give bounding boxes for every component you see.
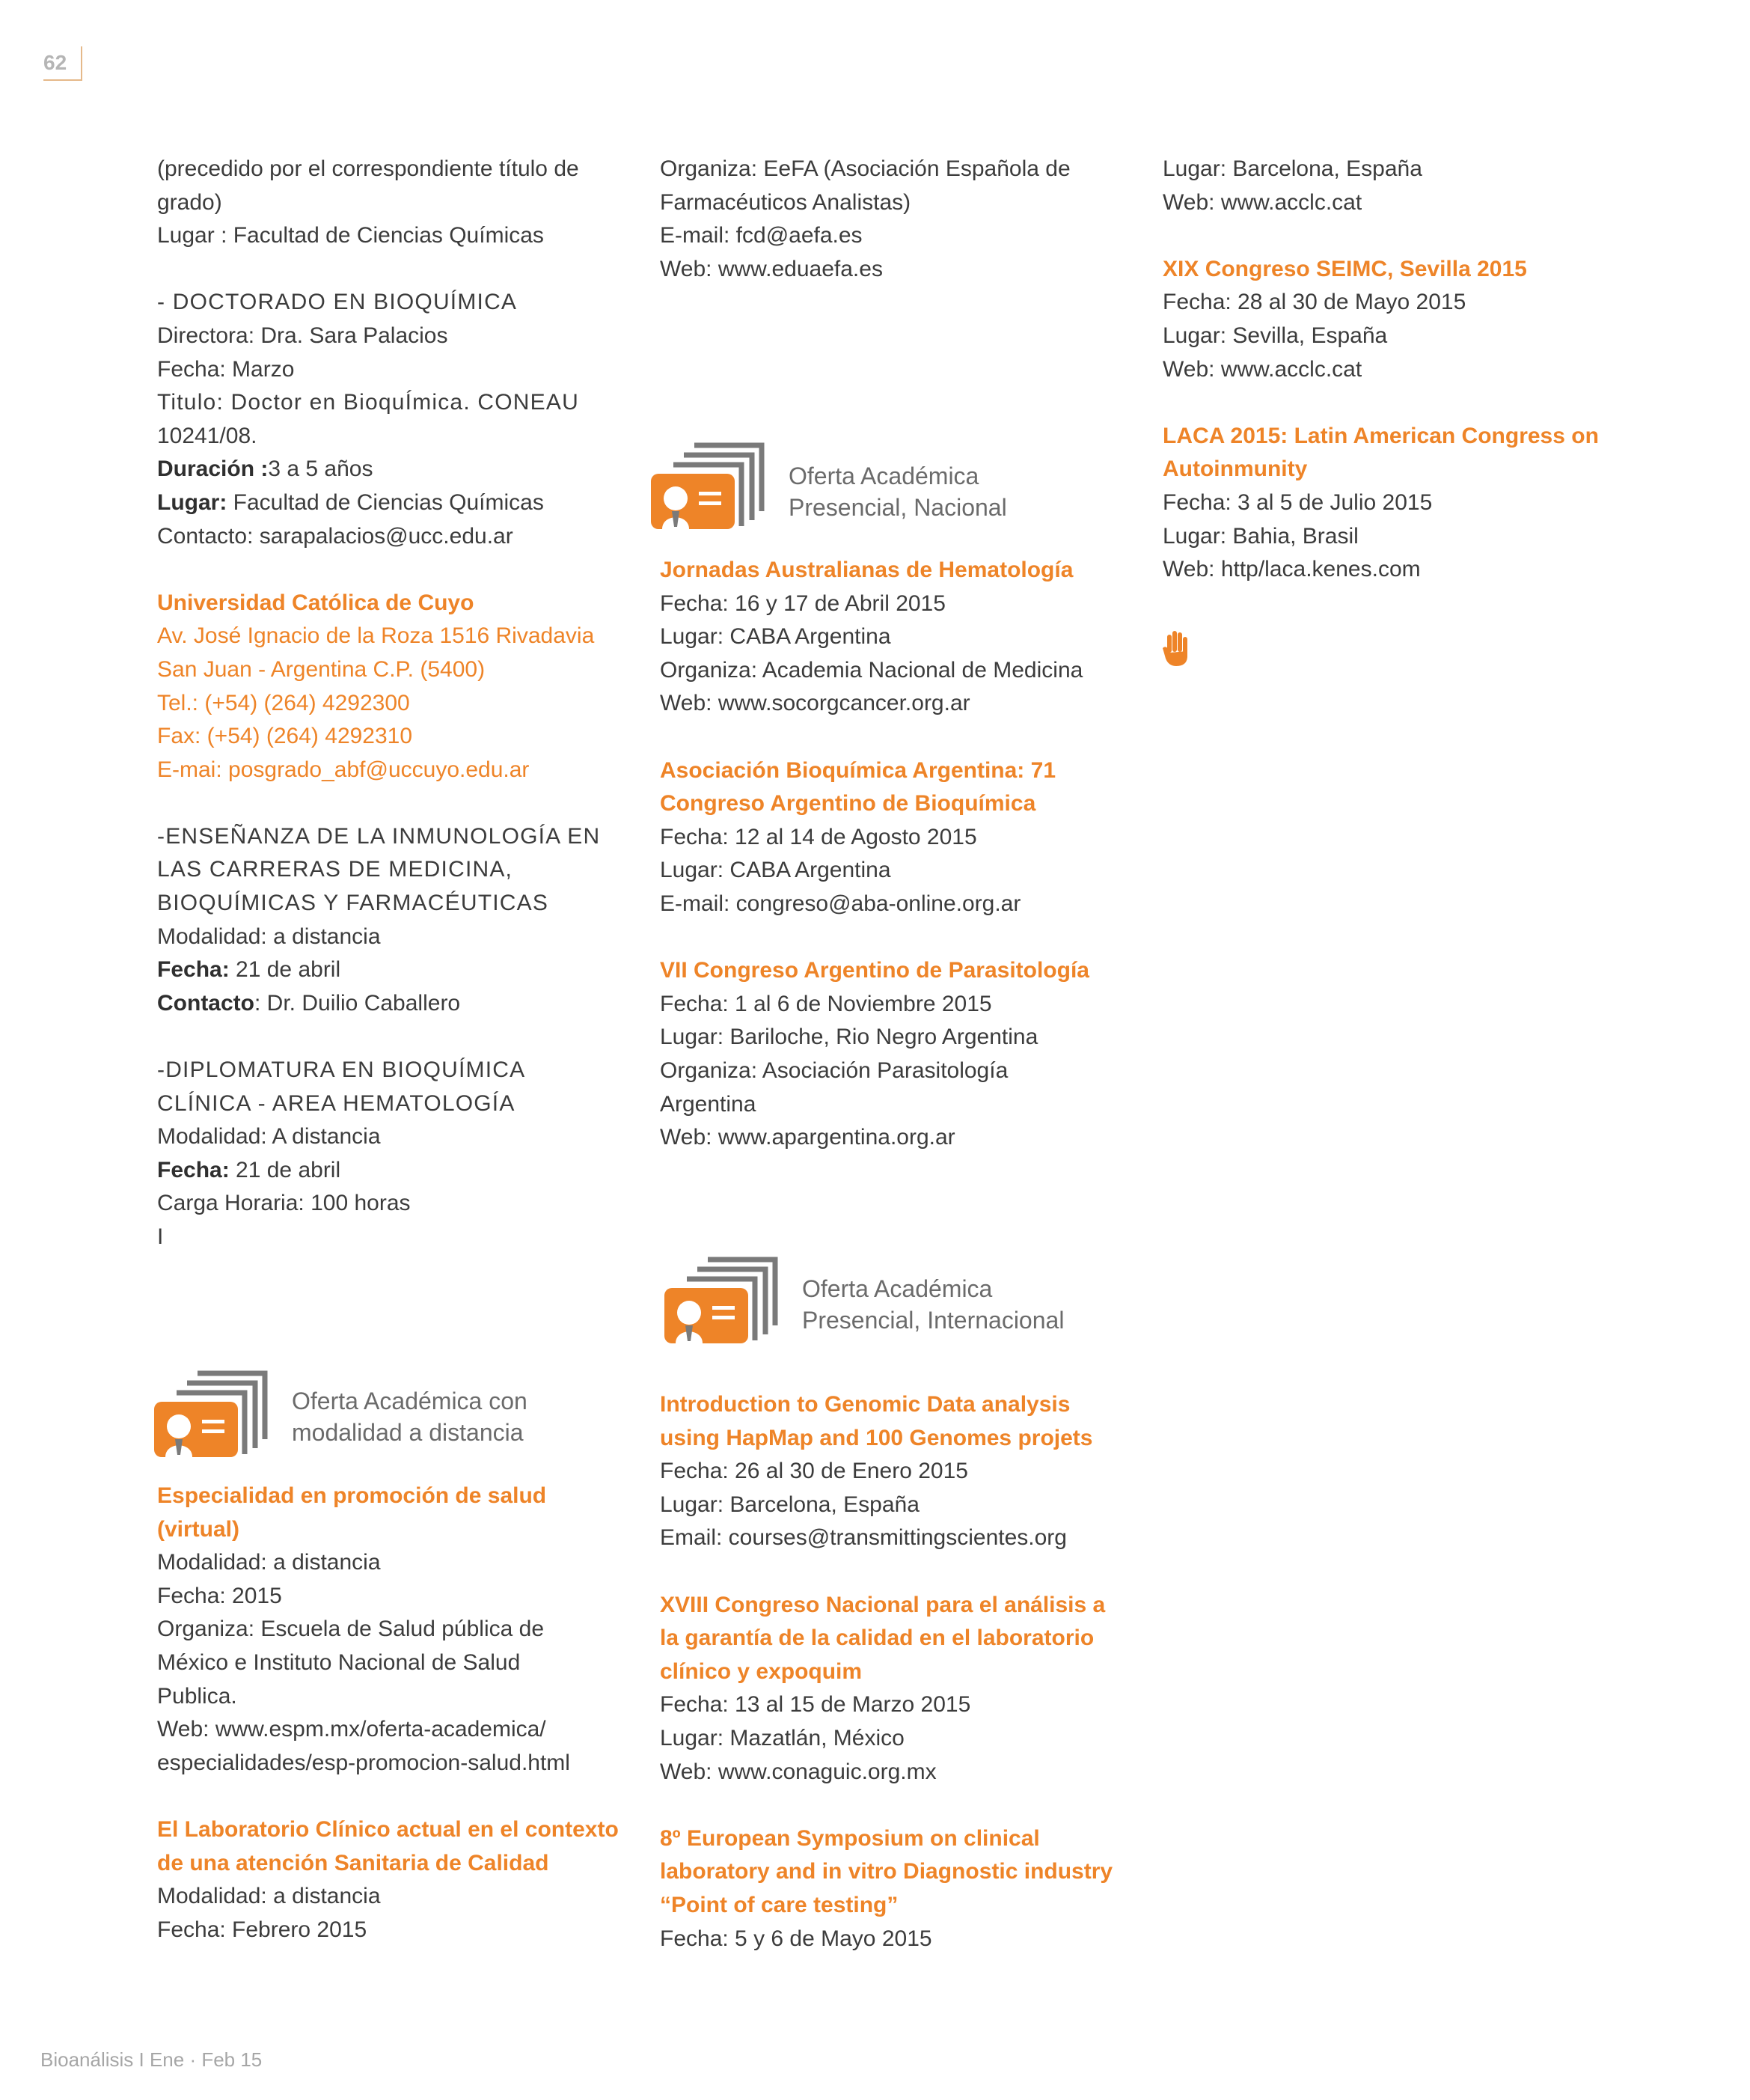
text-line: Email: courses@transmittingscientes.org (660, 1525, 1067, 1551)
university-phone: Tel.: (+54) (264) 4292300 (157, 690, 410, 715)
doctorado-title: - DOCTORADO EN BIOQUÍMICA (157, 290, 518, 315)
text-line: Lugar: Barcelona, España (660, 1492, 920, 1517)
text-line: grado) (157, 189, 222, 215)
text-line: Fecha: 13 al 15 de Marzo 2015 (660, 1692, 971, 1718)
text-line: Lugar: CABA Argentina (660, 624, 891, 650)
section-title-line1: Oferta Académica (802, 1275, 993, 1302)
text-line (157, 987, 636, 1021)
text-line: Web: www.socorgcancer.org.ar (660, 691, 970, 716)
text-line: Fecha: 12 al 14 de Agosto 2015 (660, 824, 977, 849)
course-title: BIOQUÍMICAS Y FARMACÉUTICAS (157, 891, 549, 916)
text-line: Organiza: Escuela de Salud pública de (157, 1617, 545, 1642)
text-line (157, 1154, 636, 1188)
text-line: Farmacéuticos Analistas) (660, 189, 911, 215)
event-title: (virtual) (157, 1516, 240, 1542)
page-number: 62 (43, 46, 82, 81)
section-title-line2: modalidad a distancia (292, 1419, 524, 1446)
event-title: Especialidad en promoción de salud (157, 1483, 547, 1508)
label: Fecha: (157, 957, 230, 983)
text-line: México e Instituto Nacional de Salud (157, 1649, 521, 1675)
text-line: Organiza: Asociación Parasitología (660, 1057, 1009, 1083)
text-line (157, 453, 636, 486)
event-title: Jornadas Australianas de Hematología (660, 558, 1074, 582)
section-header-nacional (649, 438, 1068, 535)
text-line: Web: www.conaguic.org.mx (660, 1759, 937, 1784)
event-title: clínico y expoquim (660, 1658, 863, 1684)
event-title: Autoinmunity (1163, 457, 1308, 482)
text-line: Web: www.eduaefa.es (660, 256, 883, 281)
text-line: Titulo: Doctor en BioquÍmica. CONEAU (157, 390, 579, 415)
text-line: especialidades/esp-promocion-salud.html (157, 1750, 570, 1775)
event-title: XIX Congreso SEIMC, Sevilla 2015 (1163, 256, 1527, 281)
course-title: CLÍNICA - AREA HEMATOLOGÍA (157, 1090, 515, 1116)
text-line: Web: www.apargentina.org.ar (660, 1125, 955, 1150)
value: Facultad de Ciencias Químicas (227, 489, 544, 515)
event-title: la garantía de la calidad en el laboratorio (660, 1626, 1095, 1651)
text-line: Fecha: 2015 (157, 1583, 282, 1608)
event-title: using HapMap and 100 Genomes projets (660, 1425, 1093, 1450)
course-title: LAS CARRERAS DE MEDICINA, (157, 857, 513, 882)
text-line (157, 953, 636, 987)
course-title: -DIPLOMATURA EN BIOQUÍMICA (157, 1057, 526, 1083)
section-title-line1: Oferta Académica con (292, 1388, 527, 1414)
text-line: Contacto: sarapalacios@ucc.edu.ar (157, 523, 513, 549)
text-line: Publica. (157, 1683, 237, 1709)
text-line: I (157, 1224, 164, 1249)
page-footer: Bioanálisis I Ene · Feb 15 (40, 2048, 263, 2071)
text-line: Directora: Dra. Sara Palacios (157, 323, 448, 348)
section-header-internacional (663, 1252, 1112, 1349)
section-title-line2: Presencial, Nacional (789, 494, 1007, 521)
value: : Dr. Duilio Caballero (254, 990, 461, 1016)
text-line: Modalidad: A distancia (157, 1124, 381, 1150)
text-line: Modalidad: a distancia (157, 924, 381, 949)
text-line: Fecha: 16 y 17 de Abril 2015 (660, 590, 946, 616)
university-address: Av. José Ignacio de la Roza 1516 Rivadavia (157, 623, 595, 649)
event-title: XVIII Congreso Nacional para el análisis a (660, 1592, 1106, 1617)
text-line: Web: www.acclc.cat (1163, 356, 1362, 382)
text-line: Argentina (660, 1091, 756, 1117)
text-line: Lugar : Facultad de Ciencias Químicas (157, 223, 544, 248)
column-2-nacional (660, 554, 1139, 1155)
people-presentation-icon (153, 1366, 272, 1463)
event-title: LACA 2015: Latin American Congress on (1163, 423, 1599, 448)
event-title: El Laboratorio Clínico actual en el contexto (157, 1816, 619, 1842)
text-line: Lugar: Bahia, Brasil (1163, 523, 1359, 549)
event-title: VII Congreso Argentino de Parasitología (660, 958, 1089, 983)
text-line: Web: www.espm.mx/oferta-academica/ (157, 1717, 546, 1742)
university-city: San Juan - Argentina C.P. (5400) (157, 656, 486, 682)
section-title-line2: Presencial, Internacional (802, 1307, 1065, 1334)
label: Lugar: (157, 489, 227, 515)
event-title: laboratory and in vitro Diagnostic industry (660, 1859, 1113, 1884)
event-title: “Point of care testing” (660, 1892, 899, 1917)
event-title: Congreso Argentino de Bioquímica (660, 791, 1036, 817)
column-2 (660, 153, 1139, 286)
text-line: Web: www.acclc.cat (1163, 189, 1362, 215)
text-line: (precedido por el correspondiente título de (157, 156, 579, 181)
course-title: -ENSEÑANZA DE LA INMUNOLOGÍA EN (157, 823, 601, 849)
column-1 (157, 153, 636, 1254)
text-line: Fecha: 5 y 6 de Mayo 2015 (660, 1926, 932, 1951)
value: 21 de abril (229, 1157, 341, 1182)
text-line: E-mail: congreso@aba-online.org.ar (660, 891, 1021, 916)
text-line: Fecha: 1 al 6 de Noviembre 2015 (660, 991, 992, 1016)
text-line: Lugar: Bariloche, Rio Negro Argentina (660, 1025, 1038, 1050)
text-line (157, 486, 636, 520)
text-line: Lugar: CABA Argentina (660, 858, 891, 883)
text-line: 10241/08. (157, 423, 257, 448)
column-2-internacional (660, 1388, 1139, 1956)
people-presentation-icon (663, 1252, 783, 1349)
label: Fecha: (157, 1157, 230, 1182)
text-line: E-mail: fcd@aefa.es (660, 223, 863, 248)
text-line: Organiza: Academia Nacional de Medicina (660, 657, 1083, 683)
hand-stop-icon (1161, 630, 1193, 668)
value: 3 a 5 años (268, 457, 373, 482)
value: 21 de abril (229, 957, 341, 983)
text-line: Organiza: EeFA (Asociación Española de (660, 156, 1071, 181)
text-line: Lugar: Mazatlán, México (660, 1725, 905, 1750)
text-line: Lugar: Sevilla, España (1163, 323, 1388, 348)
university-fax: Fax: (+54) (264) 4292310 (157, 724, 413, 749)
label: Contacto (157, 990, 254, 1016)
people-presentation-icon (649, 438, 769, 535)
text-line: Carga Horaria: 100 horas (157, 1191, 411, 1216)
text-line: Fecha: 28 al 30 de Mayo 2015 (1163, 290, 1466, 315)
text-line: Fecha: Marzo (157, 356, 295, 382)
event-title: Asociación Bioquímica Argentina: 71 (660, 757, 1056, 783)
text-line: Web: http/laca.kenes.com (1163, 557, 1421, 582)
text-line: Fecha: Febrero 2015 (157, 1917, 367, 1942)
text-line: Modalidad: a distancia (157, 1884, 381, 1909)
column-3 (1163, 153, 1642, 587)
label: Duración : (157, 457, 269, 482)
section-header-distancia (153, 1366, 572, 1463)
column-1-lower (157, 1480, 636, 1947)
university-name: Universidad Católica de Cuyo (157, 590, 474, 615)
university-email: E-mai: posgrado_abf@uccuyo.edu.ar (157, 757, 530, 782)
text-line: Fecha: 26 al 30 de Enero 2015 (660, 1459, 968, 1484)
event-title: 8º European Symposium on clinical (660, 1825, 1040, 1851)
text-line: Fecha: 3 al 5 de Julio 2015 (1163, 489, 1433, 515)
text-line: Lugar: Barcelona, España (1163, 156, 1422, 181)
event-title: Introduction to Genomic Data analysis (660, 1392, 1071, 1417)
text-line: Modalidad: a distancia (157, 1550, 381, 1575)
section-title-line1: Oferta Académica (789, 463, 979, 489)
event-title: de una atención Sanitaria de Calidad (157, 1850, 549, 1875)
